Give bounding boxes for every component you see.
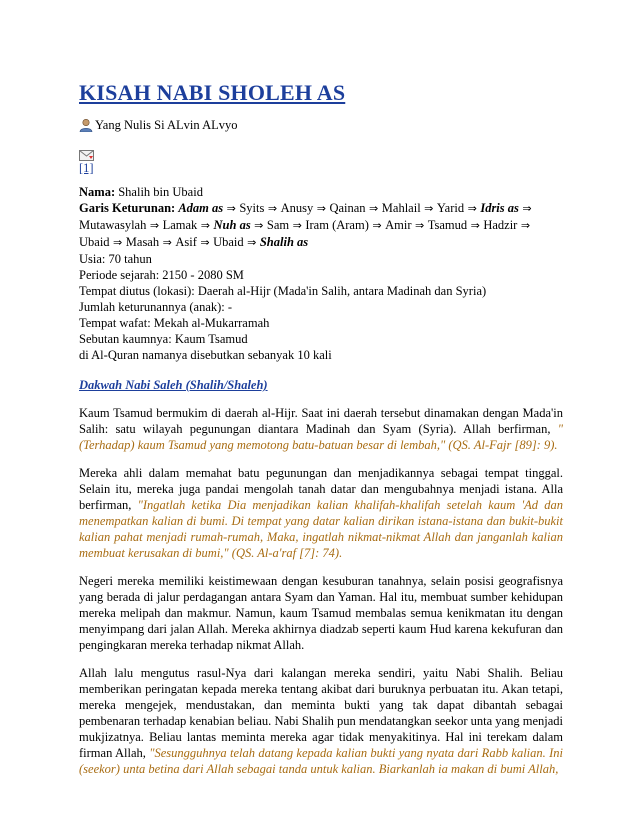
document-page: [79, 80, 563, 777]
right-double-arrow-icon: ⇒: [365, 202, 382, 215]
paragraph-4: Allah lalu mengutus rasul-Nya dari kalangan mereka sendiri, yaitu Nabi Shalih. Beliau memberikan peringatan kepada mereka tentang akibat dari buruknya perbuatan itu. Akan tetapi, mereka mengejek, mendustakan, dan meminta bukti yang tak dapat dibantah sebagai pembenaran terhadap kenabian beliau. Nabi Shalih pun mendatangkan seekor unta yang menjadi mukjizatnya. Beliau lantas meminta mereka agar tidak menyakitinya. Hal ini terekam dalam firman Allah, "Sesungguhnya telah datang kepada kalian bukti yang nyata dari Rabb kalian. Ini (seekor) unta betina dari Allah sebagai tanda untuk kalian. Biarkanlah ia makan di bumi Allah,: [79, 666, 564, 776]
bio-disebutkan: di Al-Quran namanya disebutkan sebanyak 10 kali: [79, 348, 332, 362]
quran-quote: "Sesungguhnya telah datang kepada kalian bukti yang nyata dari Rabb kalian. Ini (seekor) unta betina dari Allah sebagai tanda untuk kalian. Biarkanlah ia makan di bumi Allah,: [79, 746, 564, 776]
right-double-arrow-icon: ⇒: [518, 202, 532, 215]
lineage-name: Yarid: [436, 201, 465, 215]
lineage-name: Ubaid: [79, 235, 110, 249]
bio-garis-keturunan: [79, 200, 563, 217]
bio-garis-line3: [79, 234, 563, 251]
right-double-arrow-icon: ⇒: [289, 219, 306, 232]
right-double-arrow-icon: ⇒: [197, 219, 214, 232]
right-double-arrow-icon: ⇒: [264, 202, 281, 215]
lineage-name: Ubaid: [213, 235, 244, 249]
right-double-arrow-icon: ⇒: [420, 202, 437, 215]
bio-tempat-diutus: Tempat diutus (lokasi): Daerah al-Hijr (Mada'in Salih, antara Madinah dan Syria): [79, 284, 487, 298]
bio-periode: Periode sejarah: 2150 - 2080 SM: [79, 268, 244, 282]
bio-garis-label: Garis Keturunan:: [79, 201, 179, 215]
right-double-arrow-icon: ⇒: [464, 202, 481, 215]
lineage-name: Idris as: [480, 201, 519, 215]
user-icon: [79, 118, 93, 132]
right-double-arrow-icon: ⇒: [517, 219, 531, 232]
bio-sebutan-kaum: Sebutan kaumnya: Kaum Tsamud: [79, 332, 248, 346]
lineage-name: Iram (Aram): [305, 218, 369, 232]
right-double-arrow-icon: ⇒: [146, 219, 163, 232]
bio-nama: Nama: Shalih bin Ubaid: [79, 185, 203, 199]
page-title[interactable]: KISAH NABI SHOLEH AS: [79, 80, 346, 105]
right-double-arrow-icon: ⇒: [368, 219, 386, 232]
lineage-name: Adam as: [178, 201, 224, 215]
lineage-name: Qainan: [329, 201, 366, 215]
right-double-arrow-icon: ⇒: [223, 202, 240, 215]
quran-quote: "(Terhadap) kaum Tsamud yang memotong batu-batuan besar di lembah," (QS. Al-Fajr [89]: 9).: [79, 422, 563, 452]
lineage-name: Mahlail: [381, 201, 421, 215]
right-double-arrow-icon: ⇒: [313, 202, 330, 215]
bio-usia: Usia: 70 tahun: [79, 252, 152, 266]
footnote-reference[interactable]: [1]: [79, 161, 94, 175]
section-heading[interactable]: Dakwah Nabi Saleh (Shalih/Shaleh): [79, 378, 268, 392]
lineage-name: Sam: [266, 218, 290, 232]
biography-block: [79, 184, 563, 363]
right-double-arrow-icon: ⇒: [196, 236, 214, 249]
paragraph-2: Mereka ahli dalam memahat batu pegunungan dan menjadikannya sebagai tempat tinggal. Selain itu, mereka juga pandai mengolah tanah datar dan mengubahnya menjadi istana. Alla berfirman, "Ingatlah ketika Dia menjadikan kalian khalifah-khalifah setelah kaum 'Ad dan menempatkan kalian di bumi. Di tempat yang datar kalian dirikan istana-istana dan bukit-bukit kalian pahat menjadi rumah-rumah, Maka, ingatlah nikmat-nikmat Allah dan janganlah kalian membuat kerusakan di bumi," (QS. Al-a'raf [7]: 74).: [79, 466, 564, 560]
lineage-name: Mutawasylah: [79, 218, 147, 232]
lineage-name: Shalih as: [259, 235, 309, 249]
right-double-arrow-icon: ⇒: [243, 236, 260, 249]
bio-jumlah-keturunan: Jumlah keturunannya (anak): -: [79, 300, 233, 314]
lineage-name: Asif: [175, 235, 197, 249]
lineage-name: Nuh as: [213, 218, 251, 232]
right-double-arrow-icon: ⇒: [159, 236, 176, 249]
author-name: Yang Nulis Si ALvin ALvyo: [95, 118, 238, 132]
lineage-name: Tsamud: [427, 218, 468, 232]
lineage-name: Amir: [385, 218, 412, 232]
paragraph-3: Negeri mereka memiliki keistimewaan dengan kesuburan tanahnya, selain posisi geografisnya yang berada di jalur perdagangan antara Syam dan Yaman. Hal itu, membuat sumber kehidupan mereka melipah dan makmur. Namun, kaum Tsamud membalas semua kenikmatan itu dengan menyimpang dari jalan Allah. Mereka akhirnya diadzab seperti kaum Hud karena kekufuran dan pengingkaran mereka terhadap nikmat Allah.: [79, 574, 563, 652]
lineage-name: Syits: [239, 201, 265, 215]
author-line: [79, 116, 563, 134]
bio-garis-line2: [79, 217, 563, 234]
bio-tempat-wafat: Tempat wafat: Mekah al-Mukarramah: [79, 316, 270, 330]
email-link[interactable]: [79, 148, 563, 160]
right-double-arrow-icon: ⇒: [411, 219, 428, 232]
quran-quote: "Ingatlah ketika Dia menjadikan kalian khalifah-khalifah setelah kaum 'Ad dan menempatkan kalian di bumi. Di tempat yang datar kalian dirikan istana-istana dan bukit-bukit kalian pahat menjadi rumah-rumah, Maka, ingatlah nikmat-nikmat Allah dan janganlah kalian membuat kerusakan di bumi," (QS. Al-a'raf [7]: 74).: [79, 498, 564, 560]
right-double-arrow-icon: ⇒: [109, 236, 126, 249]
right-double-arrow-icon: ⇒: [467, 219, 484, 232]
paragraph-1: Kaum Tsamud bermukim di daerah al-Hijr. Saat ini daerah tersebut dinamakan dengan Mada'in Salih: satu wilayah pegunungan diantara Madinah dan Syam (Syria). Allah berfirman, "(Terhadap) kaum Tsamud yang memotong batu-batuan besar di lembah," (QS. Al-Fajr [89]: 9).: [79, 406, 563, 452]
right-double-arrow-icon: ⇒: [250, 219, 267, 232]
lineage-name: Hadzir: [483, 218, 518, 232]
lineage-name: Masah: [125, 235, 160, 249]
lineage-name: Lamak: [162, 218, 198, 232]
lineage-name: Anusy: [280, 201, 314, 215]
